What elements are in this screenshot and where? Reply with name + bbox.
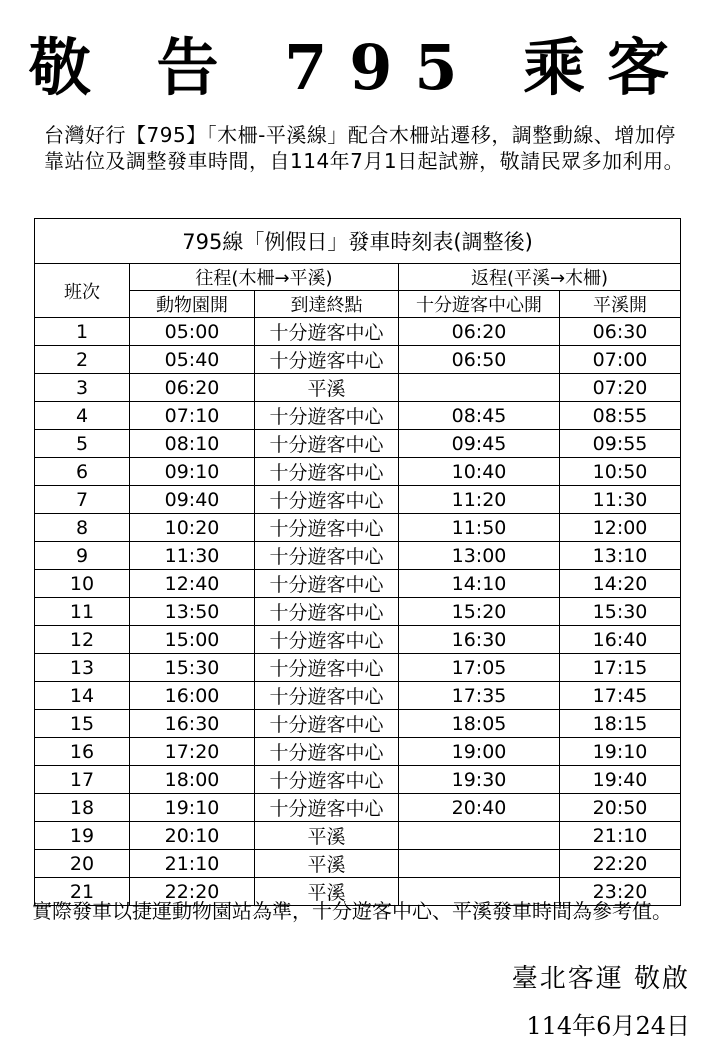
table-row	[35, 766, 681, 794]
shifen-depart-cell: 20:40	[399, 794, 560, 822]
zoo-depart-cell: 07:10	[130, 402, 255, 430]
trip-number-cell: 21	[35, 878, 130, 906]
zoo-depart-cell: 09:10	[130, 458, 255, 486]
table-row	[35, 682, 681, 710]
pingxi-depart-cell: 16:40	[560, 626, 681, 654]
shifen-depart-cell: 06:50	[399, 346, 560, 374]
shifen-depart-cell: 17:05	[399, 654, 560, 682]
inbound-header: 返程(平溪→木柵)	[399, 264, 681, 291]
timetable	[34, 218, 681, 906]
trip-number-cell: 8	[35, 514, 130, 542]
zoo-depart-cell: 20:10	[130, 822, 255, 850]
shifen-depart-cell	[399, 850, 560, 878]
shifen-depart-cell: 17:35	[399, 682, 560, 710]
zoo-depart-cell: 06:20	[130, 374, 255, 402]
shifen-depart-cell: 08:45	[399, 402, 560, 430]
trip-number-cell: 10	[35, 570, 130, 598]
table-row	[35, 710, 681, 738]
col-dest-header: 到達終點	[255, 291, 399, 318]
pingxi-depart-cell: 20:50	[560, 794, 681, 822]
destination-cell: 十分遊客中心	[255, 598, 399, 626]
trip-number-cell: 9	[35, 542, 130, 570]
destination-cell: 十分遊客中心	[255, 486, 399, 514]
pingxi-depart-cell: 19:40	[560, 766, 681, 794]
destination-cell: 十分遊客中心	[255, 570, 399, 598]
trip-number-cell: 1	[35, 318, 130, 346]
destination-cell: 十分遊客中心	[255, 794, 399, 822]
table-row	[35, 598, 681, 626]
destination-cell: 平溪	[255, 822, 399, 850]
zoo-depart-cell: 16:30	[130, 710, 255, 738]
trip-number-cell: 19	[35, 822, 130, 850]
pingxi-depart-cell: 14:20	[560, 570, 681, 598]
shifen-depart-cell: 19:00	[399, 738, 560, 766]
col-pingxi-header: 平溪開	[560, 291, 681, 318]
pingxi-depart-cell: 09:55	[560, 430, 681, 458]
table-row	[35, 654, 681, 682]
trip-number-cell: 17	[35, 766, 130, 794]
shifen-depart-cell: 11:20	[399, 486, 560, 514]
pingxi-depart-cell: 11:30	[560, 486, 681, 514]
trip-number-cell: 3	[35, 374, 130, 402]
zoo-depart-cell: 05:00	[130, 318, 255, 346]
intro-paragraph: 台灣好行【795】「木柵-平溪線」配合木柵站遷移，調整動線、增加停靠站位及調整發車時間，自114年7月1日起試辦，敬請民眾多加利用。	[44, 123, 685, 173]
trip-number-cell: 6	[35, 458, 130, 486]
pingxi-depart-cell: 10:50	[560, 458, 681, 486]
zoo-depart-cell: 19:10	[130, 794, 255, 822]
zoo-depart-cell: 15:30	[130, 654, 255, 682]
table-row	[35, 486, 681, 514]
table-row	[35, 458, 681, 486]
shifen-depart-cell	[399, 374, 560, 402]
outbound-header: 往程(木柵→平溪)	[130, 264, 399, 291]
table-row	[35, 570, 681, 598]
trip-number-cell: 11	[35, 598, 130, 626]
col-trip-header: 班次	[35, 264, 130, 318]
zoo-depart-cell: 18:00	[130, 766, 255, 794]
trip-number-cell: 16	[35, 738, 130, 766]
table-row	[35, 738, 681, 766]
zoo-depart-cell: 08:10	[130, 430, 255, 458]
destination-cell: 平溪	[255, 374, 399, 402]
trip-number-cell: 15	[35, 710, 130, 738]
table-row	[35, 626, 681, 654]
zoo-depart-cell: 11:30	[130, 542, 255, 570]
pingxi-depart-cell: 18:15	[560, 710, 681, 738]
table-row	[35, 318, 681, 346]
table-row	[35, 430, 681, 458]
zoo-depart-cell: 05:40	[130, 346, 255, 374]
table-row	[35, 850, 681, 878]
pingxi-depart-cell: 17:15	[560, 654, 681, 682]
zoo-depart-cell: 21:10	[130, 850, 255, 878]
table-row	[35, 374, 681, 402]
destination-cell: 十分遊客中心	[255, 710, 399, 738]
destination-cell: 十分遊客中心	[255, 318, 399, 346]
pingxi-depart-cell: 08:55	[560, 402, 681, 430]
pingxi-depart-cell: 21:10	[560, 822, 681, 850]
footer-note: 實際發車以捷運動物園站為準，十分遊客中心、平溪發車時間為參考值。	[32, 899, 672, 923]
pingxi-depart-cell: 07:20	[560, 374, 681, 402]
destination-cell: 平溪	[255, 850, 399, 878]
shifen-depart-cell: 16:30	[399, 626, 560, 654]
trip-number-cell: 2	[35, 346, 130, 374]
pingxi-depart-cell: 17:45	[560, 682, 681, 710]
pingxi-depart-cell: 13:10	[560, 542, 681, 570]
pingxi-depart-cell: 15:30	[560, 598, 681, 626]
shifen-depart-cell: 11:50	[399, 514, 560, 542]
pingxi-depart-cell: 23:20	[560, 878, 681, 906]
destination-cell: 十分遊客中心	[255, 654, 399, 682]
zoo-depart-cell: 12:40	[130, 570, 255, 598]
destination-cell: 平溪	[255, 878, 399, 906]
table-title: 795線「例假日」發車時刻表(調整後)	[35, 219, 681, 264]
table-row	[35, 822, 681, 850]
shifen-depart-cell: 14:10	[399, 570, 560, 598]
shifen-depart-cell: 06:20	[399, 318, 560, 346]
zoo-depart-cell: 13:50	[130, 598, 255, 626]
pingxi-depart-cell: 06:30	[560, 318, 681, 346]
zoo-depart-cell: 17:20	[130, 738, 255, 766]
col-shifen-header: 十分遊客中心開	[399, 291, 560, 318]
table-row	[35, 346, 681, 374]
pingxi-depart-cell: 19:10	[560, 738, 681, 766]
destination-cell: 十分遊客中心	[255, 430, 399, 458]
table-row	[35, 514, 681, 542]
trip-number-cell: 4	[35, 402, 130, 430]
destination-cell: 十分遊客中心	[255, 458, 399, 486]
pingxi-depart-cell: 12:00	[560, 514, 681, 542]
shifen-depart-cell: 10:40	[399, 458, 560, 486]
destination-cell: 十分遊客中心	[255, 402, 399, 430]
trip-number-cell: 5	[35, 430, 130, 458]
destination-cell: 十分遊客中心	[255, 682, 399, 710]
pingxi-depart-cell: 07:00	[560, 346, 681, 374]
trip-number-cell: 13	[35, 654, 130, 682]
trip-number-cell: 18	[35, 794, 130, 822]
destination-cell: 十分遊客中心	[255, 766, 399, 794]
pingxi-depart-cell: 22:20	[560, 850, 681, 878]
trip-number-cell: 20	[35, 850, 130, 878]
zoo-depart-cell: 16:00	[130, 682, 255, 710]
destination-cell: 十分遊客中心	[255, 346, 399, 374]
shifen-depart-cell: 09:45	[399, 430, 560, 458]
destination-cell: 十分遊客中心	[255, 514, 399, 542]
shifen-depart-cell: 18:05	[399, 710, 560, 738]
table-row	[35, 402, 681, 430]
signature: 臺北客運 敬啟	[511, 964, 690, 994]
destination-cell: 十分遊客中心	[255, 542, 399, 570]
col-zoo-header: 動物園開	[130, 291, 255, 318]
table-row	[35, 542, 681, 570]
zoo-depart-cell: 15:00	[130, 626, 255, 654]
shifen-depart-cell: 15:20	[399, 598, 560, 626]
destination-cell: 十分遊客中心	[255, 738, 399, 766]
zoo-depart-cell: 22:20	[130, 878, 255, 906]
shifen-depart-cell	[399, 822, 560, 850]
trip-number-cell: 14	[35, 682, 130, 710]
destination-cell: 十分遊客中心	[255, 626, 399, 654]
trip-number-cell: 7	[35, 486, 130, 514]
shifen-depart-cell: 13:00	[399, 542, 560, 570]
shifen-depart-cell: 19:30	[399, 766, 560, 794]
notice-date: 114年6月24日	[526, 1012, 690, 1040]
notice-title: 敬 告 795 乘客	[28, 31, 692, 104]
trip-number-cell: 12	[35, 626, 130, 654]
table-row	[35, 794, 681, 822]
zoo-depart-cell: 09:40	[130, 486, 255, 514]
zoo-depart-cell: 10:20	[130, 514, 255, 542]
